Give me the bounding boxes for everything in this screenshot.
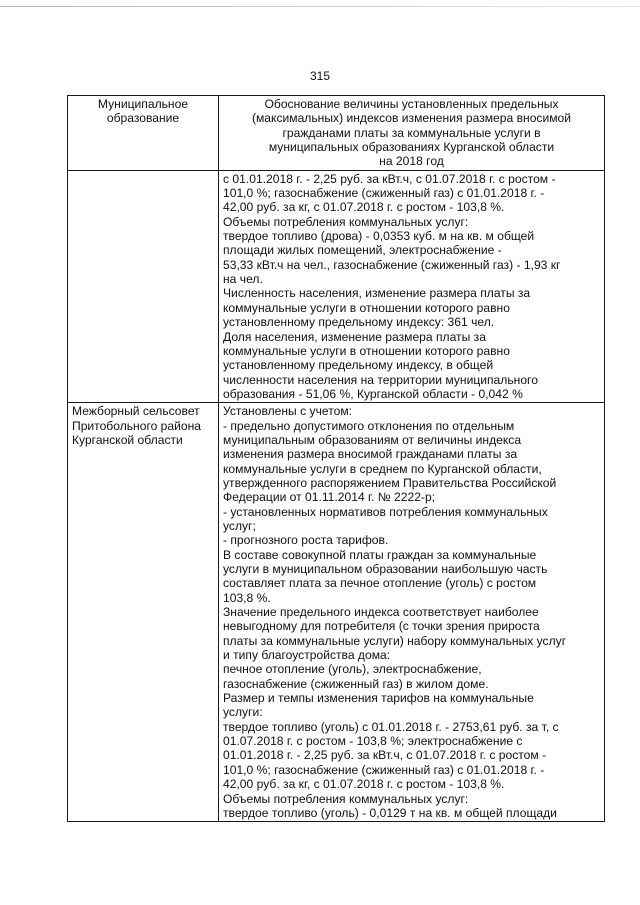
justification-cell [219,403,605,822]
text-line: - установленных нормативов потребления коммунальных [223,504,548,519]
text-line: утвержденного распоряжением Правительства Российской [223,475,557,490]
text-line: Размер и темпы изменения тарифов на коммунальные [223,691,534,706]
text-line: Численность населения, изменение размера платы за [223,286,531,301]
text-line: газоснабжение (сжиженный газ) в жилом доме. [223,676,489,691]
header-municipality [68,96,219,171]
header-line: образование [106,111,180,126]
scan-edge-line [0,6,640,7]
text-line: услуги: [223,705,263,720]
text-line: на чел. [223,272,263,287]
text-line: образования - 51,06 %, Курганской области - 0,042 % [223,386,523,401]
text-line: 01.01.2018 г. - 2,25 руб. за кВт.ч, с 01.07.2018 г. с ростом - [223,748,547,763]
text-line: 103,8 %. [223,590,271,605]
header-justification [219,96,605,171]
page-number: 315 [309,69,331,83]
text-line: твердое топливо (дрова) - 0,0353 куб. м на кв. м общей [223,229,535,244]
text-line: - прогнозного роста тарифов. [223,533,389,548]
header-line: муниципальных образованиях Курганской области [268,140,555,155]
text-line: и типу благоустройства дома: [223,648,391,663]
municipality-cell [68,403,219,822]
text-line: Установлены с учетом: [223,404,352,419]
text-line: площади жилых помещений, электроснабжение - [223,243,502,258]
text-line: твердое топливо (уголь) с 01.01.2018 г. - 2753,61 руб. за т, с [223,719,559,734]
header-line: Муниципальное [97,97,189,111]
text-line: коммунальные услуги в среднем по Курганской области, [223,461,542,476]
municipality-cell [68,170,219,403]
municipality-name-line: Межборный сельсовет [72,404,200,419]
text-line: 42,00 руб. за кг, с 01.07.2018 г. с ростом - 103,8 %. [223,200,505,215]
table-header-row [68,96,605,171]
text-line: 53,33 кВт.ч на чел., газоснабжение (сжиженный газ) - 1,93 кг [223,257,561,272]
header-line: гражданами платы за коммунальные услуги в [282,125,541,140]
header-line: (максимальных) индексов изменения размера вносимой [251,111,572,126]
text-line: 101,0 %; газоснабжение (сжиженный газ) с 01.01.2018 г. - [223,762,545,777]
header-line: Обоснование величины установленных предельных [264,97,559,111]
text-line: платы за коммунальные услуги) набору коммунальных услуг [223,633,567,648]
municipality-name-line: Курганской области [72,432,183,447]
text-line: 42,00 руб. за кг, с 01.07.2018 г. с ростом - 103,8 %. [223,777,505,792]
text-line: - предельно допустимого отклонения по отдельным [223,418,515,433]
justification-table [67,95,605,822]
text-line: с 01.01.2018 г. - 2,25 руб. за кВт.ч, с 01.07.2018 г. с ростом - [223,171,556,186]
text-line: услуги в муниципальном образовании наибольшую часть [223,562,548,576]
municipality-name-line: Притобольного района [72,418,202,433]
text-line: Федерации от 01.11.2014 г. № 2222-р; [223,490,436,505]
text-line: коммунальные услуги в отношении которого равно [223,300,510,315]
text-line: изменения размера вносимой гражданами платы за [223,447,518,462]
text-line: коммунальные услуги в отношении которого равно [223,343,510,358]
text-line: 101,0 %; газоснабжение (сжиженный газ) с 01.01.2018 г. - [223,186,545,201]
text-line: численности населения на территории муниципального [223,372,538,387]
text-line: муниципальным образованиям от величины индекса [223,432,522,447]
text-line: Объемы потребления коммунальных услуг: [223,214,469,229]
text-line: Объемы потребления коммунальных услуг: [223,791,469,806]
table-row [68,170,605,403]
header-line: на 2018 год [379,154,444,169]
text-line: твердое топливо (уголь) - 0,0129 т на кв. м общей площади [223,805,557,820]
justification-cell [219,170,605,403]
text-line: В составе совокупной платы граждан за коммунальные [223,547,537,562]
text-line: составляет плата за печное отопление (уголь) с ростом [223,576,537,591]
text-line: установленному предельному индексу, в общей [223,358,494,373]
text-line: 01.07.2018 г. с ростом - 103,8 %; электроснабжение с [223,734,523,749]
text-line: печное отопление (уголь), электроснабжение, [223,662,482,677]
text-line: услуг; [223,518,256,533]
text-line: Значение предельного индекса соответствует наиболее [223,605,539,620]
text-line: невыгодному для потребителя (с точки зрения прироста [223,619,540,634]
text-line: Доля населения, изменение размера платы за [223,329,486,344]
table-row [68,403,605,822]
text-line: установленному предельному индексу: 361 чел. [223,315,495,330]
